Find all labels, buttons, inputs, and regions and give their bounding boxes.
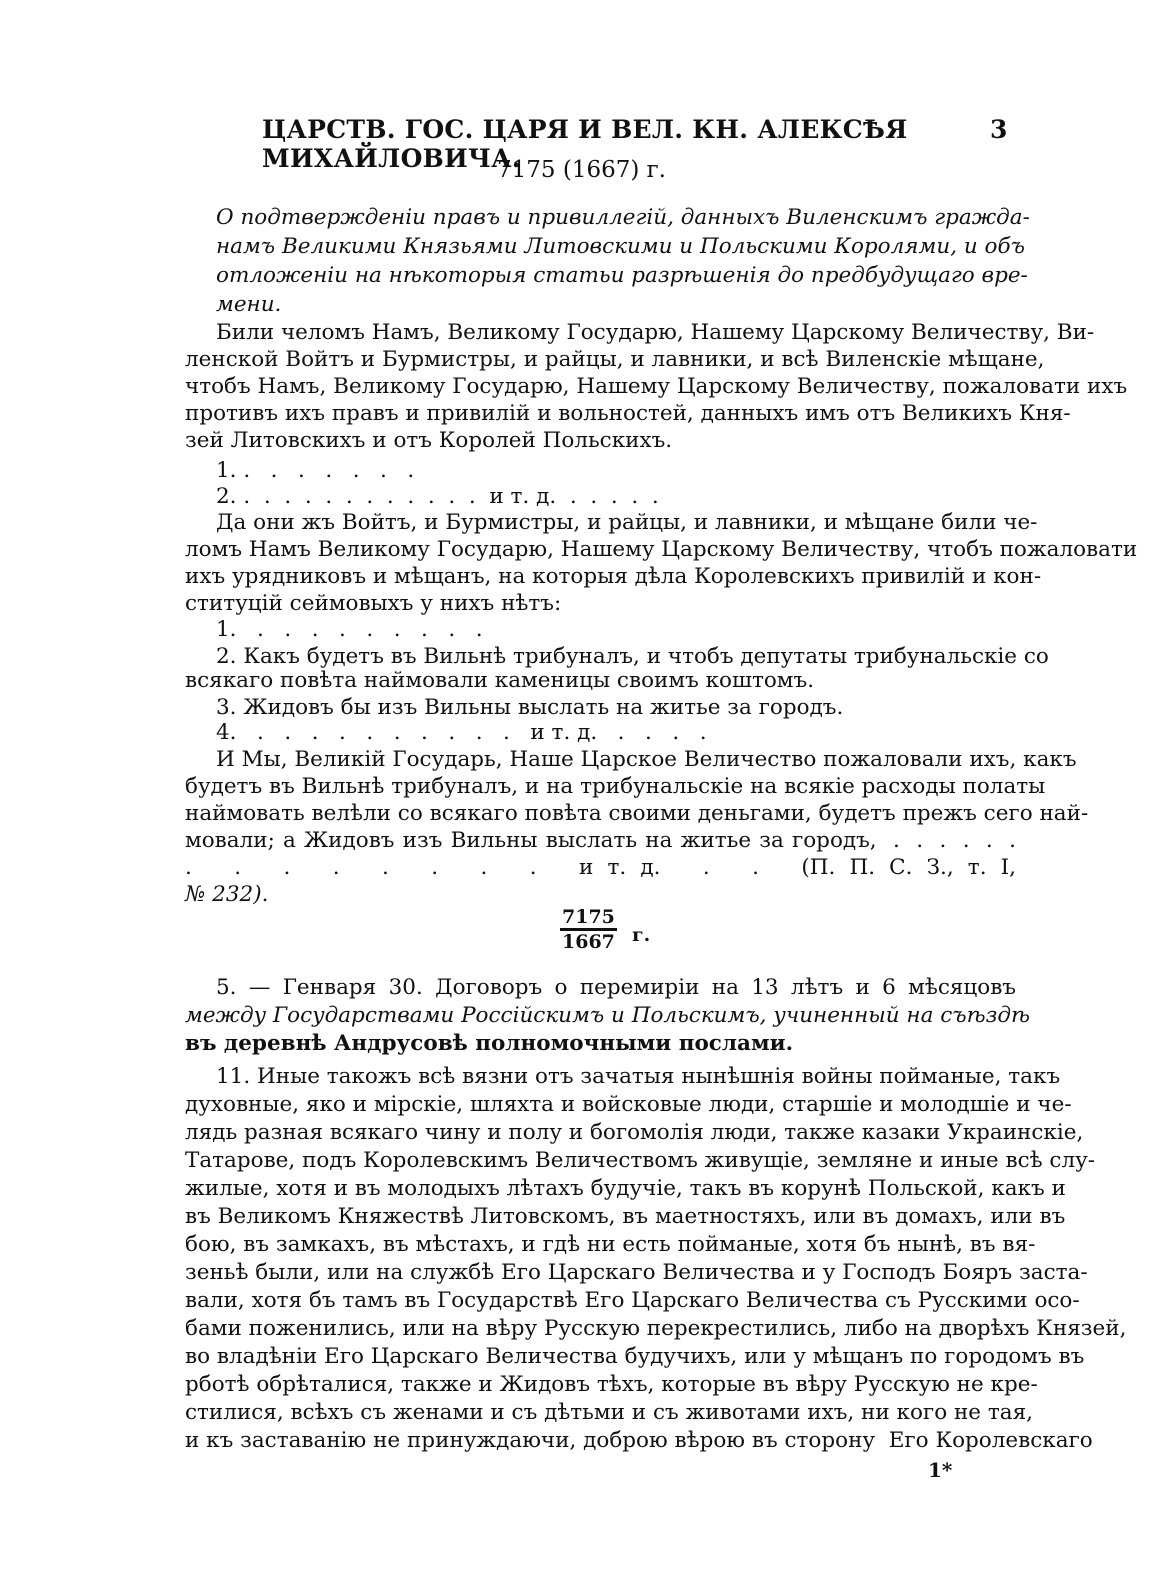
section1-title-line: О подтвержденіи правъ и привиллегій, данныхъ Виленскимъ гражда-	[216, 205, 1030, 230]
year-heading: 7175 (1667) г.	[497, 157, 666, 183]
para3-line: И Мы, Великій Государь, Наше Царское Величество пожаловали ихъ, какъ	[216, 747, 1077, 772]
section2-para-line: духовные, яко и мірскіе, шляхта и войсковые люди, старшіе и молодшіе и че-	[185, 1092, 1072, 1117]
para1-line: противъ ихъ правъ и привилій и вольностей, данныхъ имъ отъ Великихъ Кня-	[185, 401, 1071, 426]
section2-title-line: между Государствами Россійскимъ и Польскимъ, учиненный на съѣздѣ	[185, 1003, 1030, 1028]
section2-para-line: стилися, всѣхъ съ женами и съ дѣтьми и съ животами ихъ, ни кого не тая,	[185, 1400, 1033, 1425]
para3-line: № 232).	[185, 882, 269, 907]
page-number: 3	[990, 115, 1008, 144]
section2-para-line: во владѣніи Его Царскаго Величества будучихъ, или у мѣщанъ по городомъ въ	[185, 1344, 1085, 1369]
running-title: ЦАРСТВ. ГОС. ЦАРЯ И ВЕЛ. КН. АЛЕКСѢЯ МИХАЙЛОВИЧА.	[262, 115, 908, 173]
list2-item: 4. . . . . . . . . . . и т. д. . . . .	[216, 720, 707, 745]
section2-para-line: лядь разная всякаго чину и полу и богомолія люди, также казаки Украинскіе,	[185, 1120, 1084, 1145]
fraction-numerator: 7175	[560, 906, 617, 931]
section2-para-line: бами поженились, или на вѣру Русскую перекрестились, либо на дворѣхъ Князей,	[185, 1316, 1127, 1341]
para2-line: ихъ урядниковъ и мѣщанъ, на которыя дѣла Королевскихъ привилій и кон-	[185, 564, 1042, 589]
section2-para-line: жилые, хотя и въ молодыхъ лѣтахъ будучіе, такъ въ корунѣ Польской, какъ и	[185, 1176, 1066, 1201]
section2-para-line: 11. Иные такожъ всѣ вязни отъ зачатыя нынѣшнія войны пойманые, такъ	[216, 1064, 1061, 1089]
para1-line: чтобъ Намъ, Великому Государю, Нашему Царскому Величеству, пожаловати ихъ	[185, 374, 1128, 399]
para1-line: ленской Войтъ и Бурмистры, и райцы, и лавники, и всѣ Виленскіе мѣщане,	[185, 347, 1045, 372]
para2-line: ломъ Намъ Великому Государю, Нашему Царскому Величеству, чтобъ пожаловати	[185, 537, 1138, 562]
fraction-denominator: 1667	[562, 931, 615, 953]
section2-para-line: зеньѣ были, или на службѣ Его Царскаго Величества и у Господъ Бояръ заста-	[185, 1260, 1088, 1285]
section2-title-line: въ деревнѣ Андрусовѣ полномочными послами.	[185, 1031, 794, 1056]
list2-item: всякаго повѣта наймовали каменицы своимъ коштомъ.	[185, 668, 815, 693]
section1-title-line: мени.	[216, 292, 282, 317]
para3-line: наймовать велѣли со всякаго повѣта своими деньгами, будетъ прежъ сего най-	[185, 801, 1089, 826]
para1-line: зей Литовскихъ и отъ Королей Польскихъ.	[185, 428, 673, 453]
para3-line: будетъ въ Вильнѣ трибуналъ, и на трибунальскіе на всякіе расходы полаты	[185, 774, 1046, 799]
para1-line: Били челомъ Намъ, Великому Государю, Нашему Царскому Величеству, Ви-	[216, 320, 1095, 345]
para2-line: ституцій сеймовыхъ у нихъ нѣтъ:	[185, 591, 562, 616]
list1-item: 1. . . . . . . .	[216, 458, 415, 483]
signature-mark: 1*	[928, 1458, 953, 1482]
year-fraction	[560, 906, 617, 953]
list2-item: 1. . . . . . . . . .	[216, 617, 483, 642]
para3-line: мовали; а Жидовъ изъ Вильны выслать на житье за городъ, . . . . . .	[185, 828, 1016, 853]
para2-line: Да они жъ Войтъ, и Бурмистры, и райцы, и лавники, и мѣщане били че-	[216, 510, 1038, 535]
fraction-suffix: г.	[632, 924, 651, 946]
section2-para-line: и къ заставанію не принуждаючи, доброю вѣрою въ сторону Его Королевскаго	[185, 1428, 1093, 1453]
section2-para-line: вали, хотя бъ тамъ въ Государствѣ Его Царскаго Величества съ Русскими осо-	[185, 1288, 1080, 1313]
section1-title-line: намъ Великими Князьями Литовскими и Польскими Королями, и объ	[216, 234, 1025, 259]
list1-item: 2. . . . . . . . . . . . . и т. д. . . . . .	[216, 484, 659, 509]
section2-title-line: 5. — Генваря 30. Договоръ о перемиріи на 13 лѣтъ и 6 мѣсяцовъ	[216, 975, 1016, 1000]
list2-item: 3. Жидовъ бы изъ Вильны выслать на житье за городъ.	[216, 695, 844, 720]
section2-para-line: Татарове, подъ Королевскимъ Величествомъ живущіе, земляне и иные всѣ слу-	[185, 1148, 1096, 1173]
section2-para-line: бою, въ замкахъ, въ мѣстахъ, и гдѣ ни есть пойманые, хотя бъ нынѣ, въ вя-	[185, 1232, 1036, 1257]
section2-para-line: рботѣ обрѣталися, также и Жидовъ тѣхъ, которые въ вѣру Русскую не кре-	[185, 1372, 1038, 1397]
section2-para-line: въ Великомъ Княжествѣ Литовскомъ, въ маетностяхъ, или въ домахъ, или въ	[185, 1204, 1066, 1229]
list2-item: 2. Какъ будетъ въ Вильнѣ трибуналъ, и чтобъ депутаты трибунальскіе со	[216, 644, 1049, 669]
section1-title-line: отложеніи на нѣкоторыя статьи разрѣшенія до предбудущаго вре-	[216, 263, 1028, 288]
para3-line: . . . . . . . . и т. д. . . (П. П. С. З., т. I,	[185, 855, 1016, 880]
